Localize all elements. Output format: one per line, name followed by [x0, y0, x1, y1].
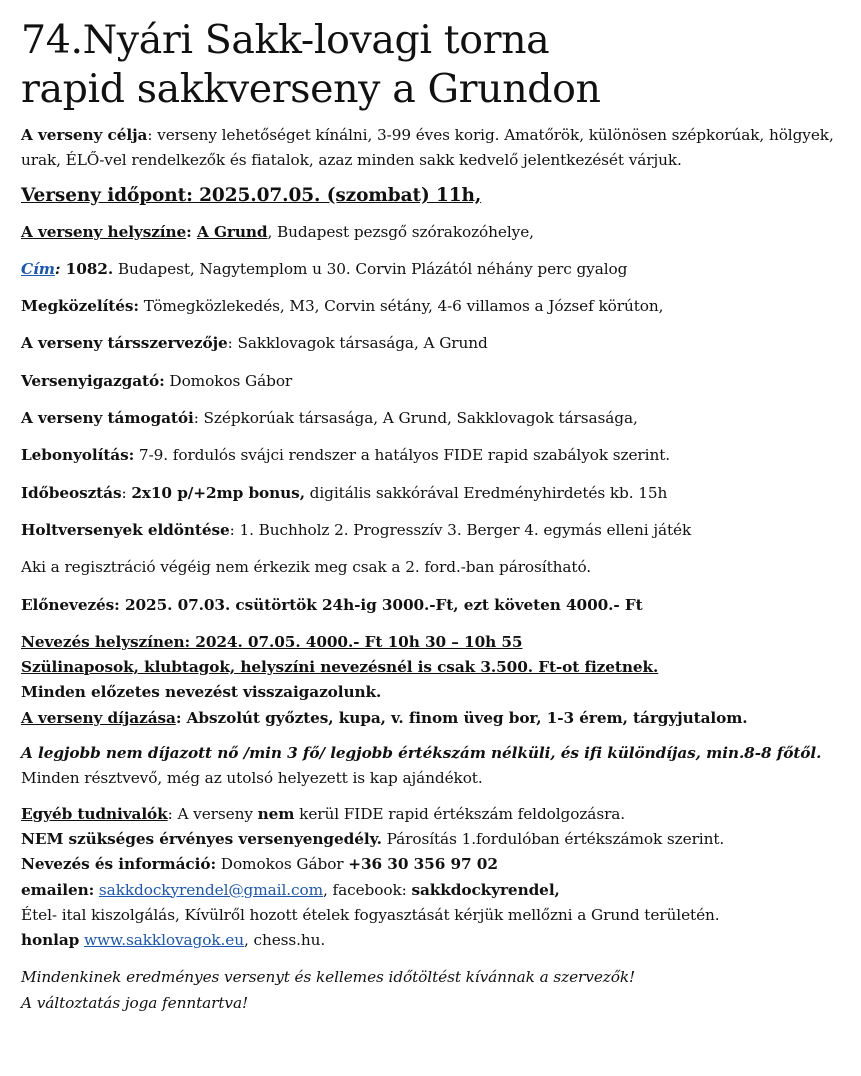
venue-label: A verseny helyszíne [21, 222, 187, 241]
goal-paragraph [21, 123, 841, 174]
address-text: Budapest, Nagytemplom u 30. Corvin Plázától néhány perc gyalog [113, 259, 628, 278]
venue-sep: : [186, 222, 197, 241]
contact-text: Domokos Gábor [216, 855, 349, 874]
homepage-link[interactable]: www.sakklovagok.eu [84, 931, 244, 950]
address-colon: : [54, 259, 61, 278]
other-text-1: : A verseny [167, 804, 258, 823]
director-text: Domokos Gábor [164, 371, 293, 390]
latecomer-line: Aki a regisztráció végéig nem érkezik meg csak a 2. ford.-ban párosítható. [21, 558, 592, 577]
other-text-2: kerül FIDE rapid értékszám feldolgozásra. [294, 804, 626, 823]
access-text: Tömegközlekedés, M3, Corvin sétány, 4-6 villamos a József körúton, [138, 297, 664, 316]
preentry-text: Előnevezés: 2025. 07.03. csütörtök 24h-ig 3000.-Ft, ezt követen 4000.- Ft [21, 595, 643, 614]
director-label: Versenyigazgató: [21, 371, 165, 390]
venue-line [21, 220, 841, 245]
address-link[interactable] [21, 260, 55, 278]
prizes-sep: : [175, 708, 187, 727]
info-block [21, 802, 841, 954]
format-text: 7-9. fordulós svájci rendszer a hatályos FIDE rapid szabályok szerint. [134, 446, 671, 465]
director-line [21, 369, 841, 394]
date-value: : 2025.07.05. (szombat) 11h, [186, 184, 482, 206]
gift-text: Minden résztvevő, még az utolsó helyezett is kap ajándékot. [21, 769, 483, 788]
closing-disclaimer: A változtatás joga fenntartva! [21, 993, 249, 1012]
onsite-block [21, 630, 841, 731]
preentry-line [21, 593, 841, 618]
special-block [21, 741, 841, 792]
schedule-sep: : [121, 483, 132, 502]
goal-text: : verseny lehetőséget kínálni, 3-99 éves korig. Amatőrök, különösen szépkorúak, hölgyek, urak, ÉLŐ-vel rendelkezők és fiatalok, azaz minden sakk kedvelő jelentkezését várjuk. [21, 126, 834, 170]
schedule-label: Időbeosztás [21, 483, 122, 502]
address-zip: 1082. [60, 259, 114, 278]
goal-label: A verseny célja [21, 126, 148, 144]
venue-text: , Budapest pezsgő szórakozóhelye, [267, 222, 534, 241]
prizes-text: Abszolút győztes, kupa, v. finom üveg bor, 1-3 érem, tárgyjutalom. [186, 708, 748, 727]
address-line [21, 257, 841, 282]
homepage-text: , chess.hu. [243, 931, 326, 950]
tiebreak-text: : 1. Buchholz 2. Progresszív 3. Berger 4. egymás elleni játék [229, 520, 692, 539]
access-line [21, 294, 841, 319]
food-text: Étel- ital kiszolgálás, Kívülről hozott ételek fogyasztását kérjük mellőzni a Grund területén. [21, 905, 720, 924]
schedule-text: digitális sakkórával Eredményhirdetés kb. 15h [304, 483, 668, 502]
closing-block [21, 965, 841, 1016]
title-line-1: 74.Nyári Sakk-lovagi torna [21, 17, 550, 63]
email-mid: , facebook: [323, 880, 412, 899]
date-label: Verseny időpont [21, 184, 187, 206]
confirm-text: Minden előzetes nevezést visszaigazolunk. [21, 683, 382, 702]
format-label: Lebonyolítás: [21, 446, 135, 465]
email-link[interactable]: sakkdockyrendel@gmail.com [98, 880, 324, 899]
special-prize: A legjobb nem díjazott nő /min 3 fő/ legjobb értékszám nélküli, és ifi különdíjas, min.8-8 főtől. [21, 744, 822, 763]
sponsors-line [21, 406, 841, 431]
coorganizer-line [21, 331, 841, 356]
onsite-entry: Nevezés helyszínen: 2024. 07.05. 4000.- Ft 10h 30 – 10h 55 [21, 632, 523, 651]
license-text: Párosítás 1.fordulóban értékszámok szerint. [381, 829, 725, 848]
event-date [21, 182, 841, 210]
prizes-label: A verseny díjazása [21, 708, 176, 727]
coorganizer-label: A verseny társszervezője [21, 334, 228, 353]
other-label: Egyéb tudnivalók [21, 804, 168, 823]
page-title [21, 16, 841, 114]
other-nem: nem [257, 804, 295, 823]
tiebreak-label: Holtversenyek eldöntése [21, 520, 230, 539]
birthday-discount: Szülinaposok, klubtagok, helyszíni nevezésnél is csak 3.500. Ft-ot fizetnek. [21, 658, 659, 677]
title-line-2: rapid sakkverseny a Grundon [21, 66, 601, 112]
tiebreak-line [21, 518, 841, 543]
schedule-line [21, 481, 841, 506]
sponsors-text: : Szépkorúak társasága, A Grund, Sakklovagok társasága, [193, 409, 638, 428]
venue-name: A Grund [196, 222, 268, 241]
access-label: Megközelítés: [21, 297, 139, 316]
closing-wish: Mindenkinek eredményes versenyt és kellemes időtöltést kívánnak a szervezők! [21, 968, 636, 987]
contact-phone: +36 30 356 97 02 [348, 855, 498, 874]
coorganizer-text: : Sakklovagok társasága, A Grund [227, 334, 488, 353]
schedule-bold: 2x10 p/+2mp bonus, [131, 483, 305, 502]
facebook-name: sakkdockyrendel, [411, 880, 560, 899]
homepage-label: honlap [21, 931, 80, 950]
sponsors-label: A verseny támogatói [21, 409, 194, 428]
format-line [21, 443, 841, 468]
license-bold: NEM szükséges érvényes versenyengedély. [21, 829, 382, 848]
contact-label: Nevezés és információ: [21, 855, 217, 874]
address-label: Cím [21, 259, 55, 278]
email-label: emailen: [21, 880, 95, 899]
